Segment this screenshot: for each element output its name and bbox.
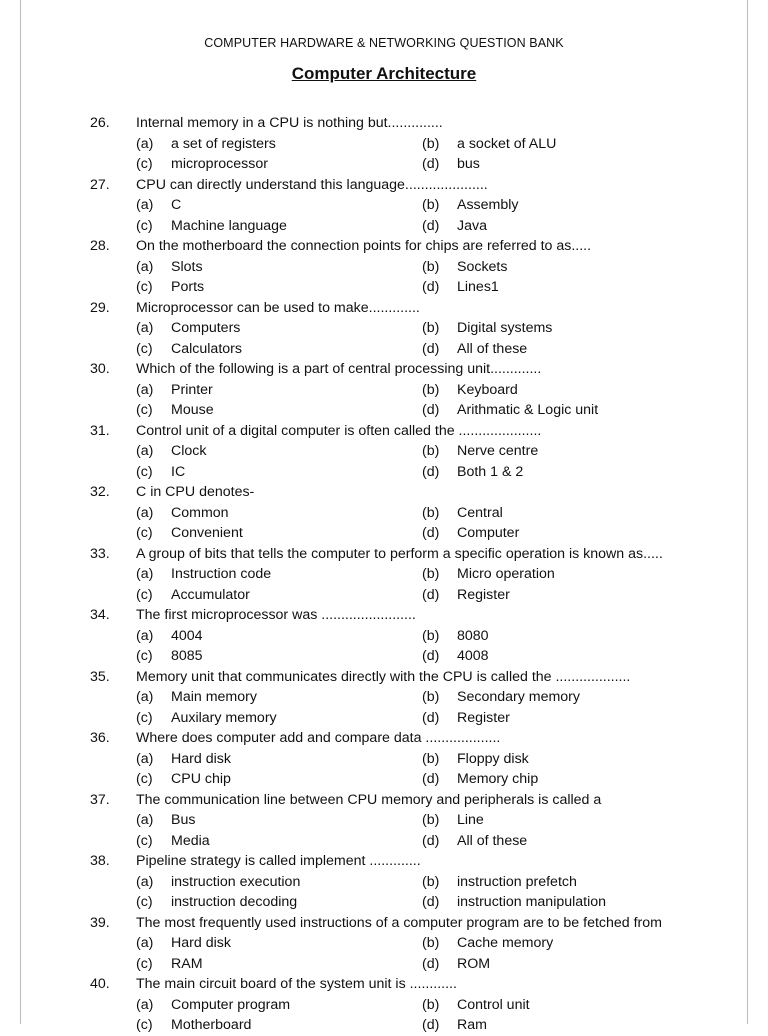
option-row [0,831,768,852]
option-d-label: (d) [422,771,440,787]
option-row [0,995,768,1016]
question-number: 39. [90,914,110,931]
question-text: On the motherboard the connection points for chips are referred to as..... [136,238,592,254]
question-number: 40. [90,976,110,992]
option-c-text: RAM [171,955,203,972]
option-b-label: (b) [422,627,440,644]
option-row [0,462,768,483]
option-b-text: Cache memory [457,935,554,951]
option-d-text: instruction manipulation [457,894,607,910]
option-d-label: (d) [422,340,440,357]
question-item [0,667,768,729]
question-row [0,113,768,134]
option-row [0,687,768,708]
question-row [0,482,768,503]
question-number: 27. [90,176,110,193]
question-number: 33. [90,545,110,562]
question-number: 26. [90,115,110,131]
option-a-text: Printer [171,381,213,398]
option-a-text: C [171,197,182,213]
option-b-text: Keyboard [457,381,518,398]
option-b-label: (b) [422,320,440,336]
option-c-text: Media [171,832,210,849]
option-row [0,216,768,237]
question-text: Microprocessor can be used to make............. [136,299,420,316]
option-a-label: (a) [136,381,154,398]
option-b-label: (b) [422,812,440,828]
option-d-text: Java [457,217,487,234]
question-number: 37. [90,791,110,808]
option-c-label: (c) [136,648,153,664]
option-d-text: Register [457,709,510,726]
option-d-label: (d) [422,894,440,910]
option-row [0,503,768,524]
option-a-label: (a) [136,135,154,152]
option-row [0,646,768,667]
option-a-text: instruction execution [171,873,301,890]
option-d-label: (d) [422,402,440,418]
question-number: 28. [90,238,110,254]
option-row [0,892,768,913]
option-d-text: All of these [457,340,528,357]
option-a-text: Hard disk [171,750,231,767]
option-d-label: (d) [422,586,440,603]
option-d-text: All of these [457,832,528,849]
option-row [0,769,768,790]
question-row [0,851,768,872]
question-number: 35. [90,668,110,685]
option-d-text: Register [457,586,510,603]
question-text: Internal memory in a CPU is nothing but.............. [136,115,443,131]
option-row [0,749,768,770]
question-row [0,728,768,749]
option-c-label: (c) [136,402,153,418]
question-row [0,605,768,626]
option-row [0,400,768,421]
question-number: 31. [90,422,110,439]
option-c-label: (c) [136,955,153,972]
option-d-label: (d) [422,709,440,726]
question-row [0,236,768,257]
option-b-label: (b) [422,504,440,521]
question-row [0,667,768,688]
question-number: 36. [90,730,110,746]
option-b-label: (b) [422,197,440,213]
question-item [0,175,768,237]
option-c-label: (c) [136,156,153,172]
option-c-label: (c) [136,217,153,234]
option-a-label: (a) [136,320,154,336]
option-row [0,810,768,831]
option-b-text: Digital systems [457,320,553,336]
option-c-label: (c) [136,279,153,295]
option-a-text: 4004 [171,627,203,644]
option-c-text: instruction decoding [171,894,298,910]
question-number: 29. [90,299,110,316]
option-row [0,954,768,975]
option-b-label: (b) [422,873,440,890]
question-text: CPU can directly understand this language..................... [136,176,488,193]
option-d-text: bus [457,156,480,172]
option-a-label: (a) [136,258,154,275]
question-row [0,298,768,319]
option-c-text: microprocessor [171,156,268,172]
option-a-text: Computer program [171,996,291,1013]
option-b-text: Assembly [457,197,519,213]
question-number: 38. [90,853,110,869]
question-number: 30. [90,361,110,377]
option-b-text: Line [457,812,484,828]
option-d-label: (d) [422,279,440,295]
option-a-label: (a) [136,873,154,890]
option-c-text: Accumulator [171,586,250,603]
option-b-text: Floppy disk [457,750,529,767]
option-a-label: (a) [136,689,154,705]
option-row [0,626,768,647]
question-text: The communication line between CPU memory and peripherals is called a [136,791,602,808]
page-title-text: Computer Architecture [291,64,477,83]
option-a-text: a set of registers [171,135,276,152]
option-c-label: (c) [136,832,153,849]
option-row [0,154,768,175]
option-c-label: (c) [136,340,153,357]
option-row [0,872,768,893]
question-text: Control unit of a digital computer is often called the ..................... [136,422,542,439]
option-row [0,523,768,544]
option-a-text: Slots [171,258,203,275]
option-b-text: Control unit [457,996,530,1013]
option-row [0,708,768,729]
option-row [0,585,768,606]
question-item [0,728,768,790]
option-a-label: (a) [136,197,154,213]
question-number: 34. [90,607,110,623]
option-b-text: Micro operation [457,566,555,582]
option-c-text: IC [171,463,186,480]
question-item [0,851,768,913]
option-b-label: (b) [422,258,440,275]
option-a-text: Hard disk [171,935,231,951]
option-d-label: (d) [422,463,440,480]
option-a-label: (a) [136,812,154,828]
question-row [0,421,768,442]
option-d-label: (d) [422,832,440,849]
option-b-label: (b) [422,935,440,951]
option-a-text: Bus [171,812,196,828]
option-row [0,318,768,339]
option-a-label: (a) [136,750,154,767]
question-row [0,974,768,995]
question-text: The main circuit board of the system unit is ............ [136,976,457,992]
option-c-text: Machine language [171,217,287,234]
option-c-label: (c) [136,709,153,726]
option-c-text: Convenient [171,525,243,541]
question-item [0,359,768,421]
option-b-text: a socket of ALU [457,135,557,152]
option-row [0,195,768,216]
option-c-text: Ports [171,279,205,295]
question-row [0,544,768,565]
question-text: C in CPU denotes- [136,484,255,500]
option-row [0,257,768,278]
option-d-label: (d) [422,156,440,172]
option-row [0,1015,768,1036]
option-b-text: 8080 [457,627,489,644]
question-item [0,544,768,606]
option-b-label: (b) [422,381,440,398]
option-row [0,339,768,360]
option-b-label: (b) [422,135,440,152]
option-c-label: (c) [136,463,153,480]
question-item [0,298,768,360]
option-a-text: Clock [171,443,207,459]
option-b-label: (b) [422,996,440,1013]
option-a-label: (a) [136,566,154,582]
option-a-label: (a) [136,627,154,644]
question-row [0,175,768,196]
option-c-label: (c) [136,586,153,603]
option-d-text: Memory chip [457,771,539,787]
option-row [0,441,768,462]
option-c-text: Calculators [171,340,242,357]
option-a-text: Instruction code [171,566,272,582]
option-c-text: Auxilary memory [171,709,277,726]
question-text: The first microprocessor was ........................ [136,607,416,623]
question-text: Pipeline strategy is called implement ............. [136,853,421,869]
option-d-text: Arithmatic & Logic unit [457,402,599,418]
option-b-text: Nerve centre [457,443,539,459]
option-d-label: (d) [422,648,440,664]
question-text: Which of the following is a part of central processing unit............. [136,361,542,377]
option-b-text: Secondary memory [457,689,581,705]
option-a-label: (a) [136,996,154,1013]
page-title [0,64,768,84]
option-a-label: (a) [136,443,154,459]
option-a-label: (a) [136,504,154,521]
question-item [0,974,768,1036]
question-item [0,421,768,483]
question-text: Where does computer add and compare data ................... [136,730,501,746]
question-item [0,913,768,975]
option-b-label: (b) [422,566,440,582]
option-row [0,277,768,298]
option-c-text: 8085 [171,648,203,664]
option-row [0,564,768,585]
question-list [0,113,768,1036]
option-c-text: CPU chip [171,771,231,787]
option-a-label: (a) [136,935,154,951]
option-c-label: (c) [136,771,153,787]
question-item [0,605,768,667]
question-text: Memory unit that communicates directly with the CPU is called the ................... [136,668,631,685]
question-text: The most frequently used instructions of a computer program are to be fetched from [136,914,662,931]
option-d-label: (d) [422,1017,440,1033]
question-item [0,236,768,298]
question-text: A group of bits that tells the computer to perform a specific operation is known as..... [136,545,663,562]
option-b-text: instruction prefetch [457,873,577,890]
option-row [0,134,768,155]
option-c-label: (c) [136,1017,153,1033]
option-b-label: (b) [422,750,440,767]
option-d-label: (d) [422,955,440,972]
question-number: 32. [90,484,110,500]
option-b-label: (b) [422,443,440,459]
option-a-text: Common [171,504,229,521]
option-d-label: (d) [422,217,440,234]
option-d-text: 4008 [457,648,489,664]
option-a-text: Main memory [171,689,257,705]
option-c-label: (c) [136,894,153,910]
option-d-label: (d) [422,525,440,541]
option-row [0,380,768,401]
option-b-label: (b) [422,689,440,705]
option-d-text: Ram [457,1017,487,1033]
option-a-text: Computers [171,320,241,336]
option-row [0,933,768,954]
question-row [0,359,768,380]
option-d-text: ROM [457,955,491,972]
option-c-text: Motherboard [171,1017,252,1033]
option-c-label: (c) [136,525,153,541]
question-item [0,790,768,852]
option-d-text: Both 1 & 2 [457,463,524,480]
document-header: COMPUTER HARDWARE & NETWORKING QUESTION BANK [204,36,564,50]
question-row [0,790,768,811]
option-d-text: Computer [457,525,520,541]
question-row [0,913,768,934]
option-b-text: Central [457,504,503,521]
option-b-text: Sockets [457,258,508,275]
option-c-text: Mouse [171,402,214,418]
option-d-text: Lines1 [457,279,499,295]
question-item [0,113,768,175]
question-item [0,482,768,544]
